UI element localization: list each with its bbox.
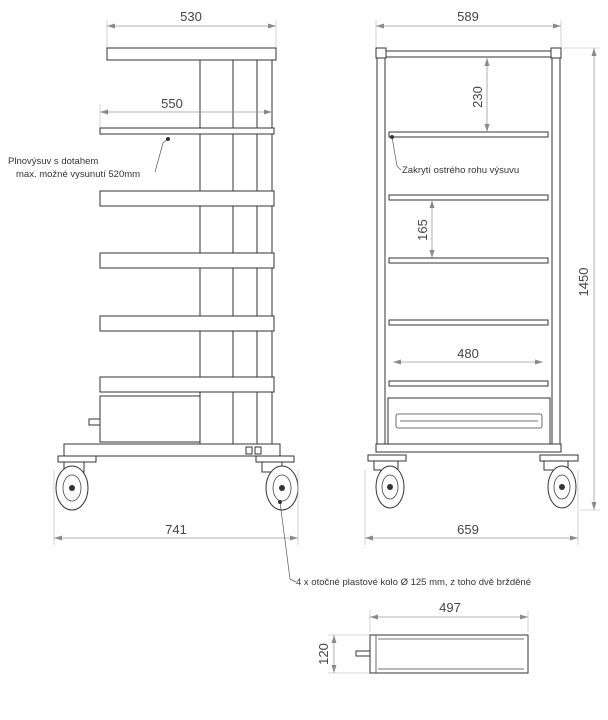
front-shelf-2 [389,195,548,200]
front-upright-right [552,58,560,446]
front-corner-note [390,135,519,176]
side-shelf-2 [100,191,274,206]
front-base [376,444,561,452]
drawer-length-dimension [370,600,528,632]
front-shelf-3 [389,258,548,263]
side-drawer-note [8,137,170,180]
front-inner-width-label: 480 [457,346,479,361]
front-shelf-5 [389,381,548,386]
drawer-height-label: 120 [316,643,331,665]
front-total-height-label: 1450 [576,267,591,297]
front-shelf-4 [389,320,548,325]
drawer-body [370,635,528,673]
drawer-detail [316,600,528,673]
side-bottom-drawer [100,396,200,442]
side-total-depth-dimension [54,470,298,545]
front-top-rail [386,51,551,57]
front-inner-width-dimension [393,346,543,365]
front-view [365,9,600,545]
wheels-note: 4 x otočné plastové kolo Ø 125 mm, z toho dvě bržděné [296,577,531,588]
front-corner-note-label: Zakrytí ostrého rohu výsuvu [402,165,520,176]
front-top-width-dimension [376,9,561,48]
front-shelf-pitch-dimension [415,200,435,258]
side-shelf-5 [100,377,274,392]
front-total-width-label: 659 [457,522,479,537]
front-corner-left [376,48,386,58]
side-wheel-right [256,456,298,510]
front-top-gap-label: 230 [470,86,485,108]
front-upright-left [377,58,385,446]
side-shelf-3 [100,253,274,268]
side-top-width-label: 530 [180,9,202,24]
side-wheel-left [56,456,96,510]
front-wheel-right [540,455,578,508]
side-drawer-handle [89,419,100,425]
front-shelf-pitch-label: 165 [415,219,430,241]
side-top-bar [107,48,276,60]
side-shelf-1 [100,128,274,134]
side-view [8,9,298,582]
drawer-length-label: 497 [439,600,461,615]
side-base-detail-2 [255,447,261,454]
drawer-handle [356,651,370,656]
side-total-depth-label: 741 [165,522,187,537]
side-drawer-note-line2: max. možné vysunutí 520mm [16,169,141,180]
front-top-gap-dimension [470,58,490,132]
side-drawer-width-label: 550 [161,96,183,111]
side-drawer-note-line1: Plnovýsuv s dotahem [8,156,99,167]
side-shelf-4 [100,316,274,331]
front-top-width-label: 589 [457,9,479,24]
side-base-detail-1 [246,447,252,454]
front-corner-right [551,48,561,58]
front-shelf-1 [389,132,548,137]
side-top-width-dimension [107,9,276,48]
front-total-height-dimension [563,48,600,510]
front-wheel-left [368,455,406,508]
